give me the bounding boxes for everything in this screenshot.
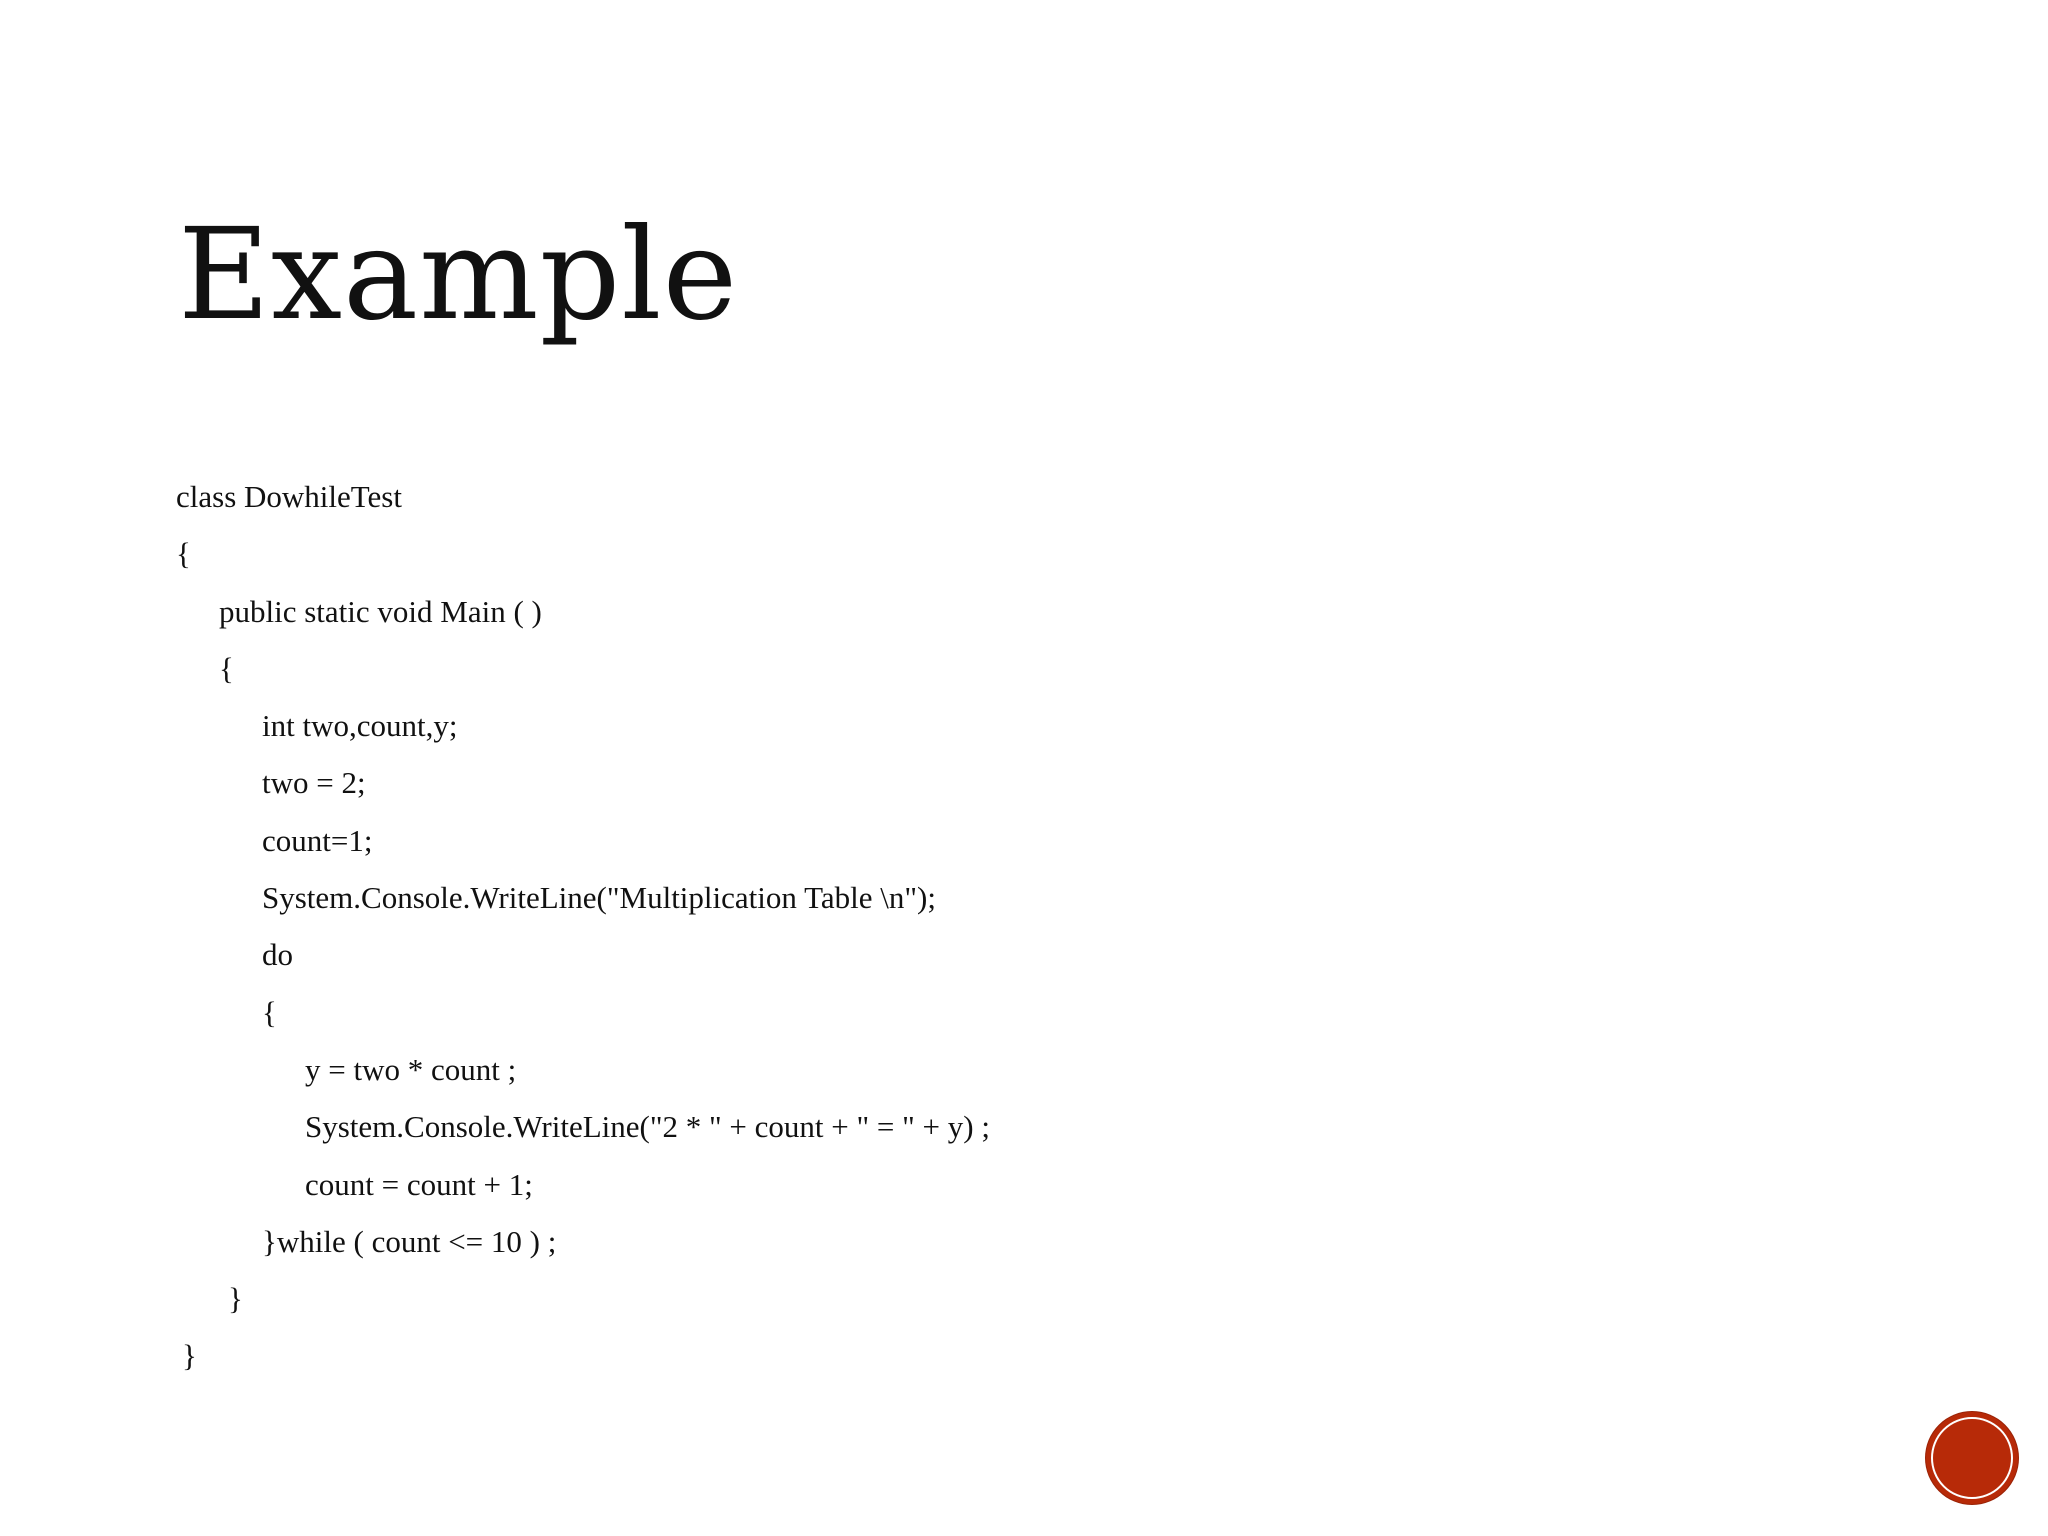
code-line: { [262, 994, 277, 1030]
code-line: count = count + 1; [305, 1166, 533, 1202]
slide-title: Example [178, 201, 739, 348]
slide-nav-button[interactable] [1926, 1412, 2018, 1504]
code-line: { [176, 536, 191, 572]
code-line: class DowhileTest [176, 479, 402, 514]
code-line: System.Console.WriteLine("2 * " + count + " = " + y) ; [305, 1109, 990, 1145]
code-line: int two,count,y; [262, 708, 458, 744]
circle-icon [1931, 1417, 2013, 1499]
code-line: public static void Main ( ) [219, 593, 542, 629]
code-line: two = 2; [262, 765, 366, 801]
code-line: count=1; [262, 822, 373, 858]
code-block [176, 474, 990, 1391]
code-line: { [219, 650, 234, 686]
code-line: } [228, 1281, 243, 1317]
code-line: }while ( count <= 10 ) ; [262, 1223, 557, 1259]
code-line: y = two * count ; [305, 1051, 517, 1087]
code-line: do [262, 937, 293, 973]
code-line: System.Console.WriteLine("Multiplication Table \n"); [262, 880, 936, 916]
code-line: } [182, 1338, 197, 1374]
